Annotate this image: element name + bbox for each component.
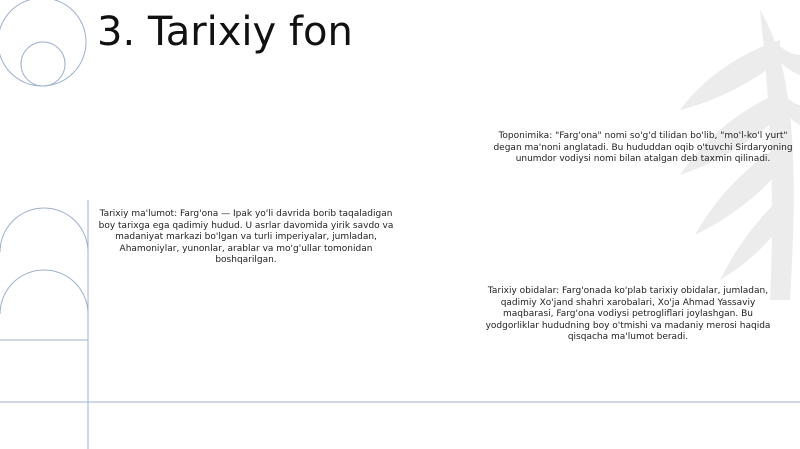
- decorative-arch-lower: [0, 270, 88, 314]
- tarixiy-obidalar-text: Tarixiy obidalar: Farg'onada ko'plab tarixiy obidalar, jumladan, qadimiy Xo'jand shahri xarobalari, Xo'ja Ahmad Yassaviy maqbarasi, Farg'ona vodiysi petrogliflari joylashgan. Bu yodgorliklar hududning boy o'tmishi va madaniy merosi haqida qisqacha ma'lumot beradi.: [485, 286, 771, 342]
- slide-title: 3. Tarixiy fon: [97, 9, 353, 55]
- toponimika-text: Toponimika: "Farg'ona" nomi so'g'd tilidan bo'lib, "mo'l-ko'l yurt" degan ma'noni anglatadi. Bu hududdan oqib o'tuvchi Sirdaryoning unumdor vodiysi nomi bilan atalgan deb taxmin qilinadi.: [493, 131, 793, 164]
- decorative-circle-large: [0, 0, 86, 86]
- decorative-circle-small: [21, 42, 65, 86]
- tarixiy-malumot-text: Tarixiy ma'lumot: Farg'ona — Ipak yo'li davrida borib taqaladigan boy tarixga ega qadimiy hudud. U asrlar davomida yirik savdo va madaniyat markazi bo'lgan va turli imperiyalar, jumladan, Ahamoniylar, yunonlar, arablar va mo'g'ullar tomonidan boshqarilgan.: [98, 209, 394, 265]
- decorative-arch-upper: [0, 208, 88, 340]
